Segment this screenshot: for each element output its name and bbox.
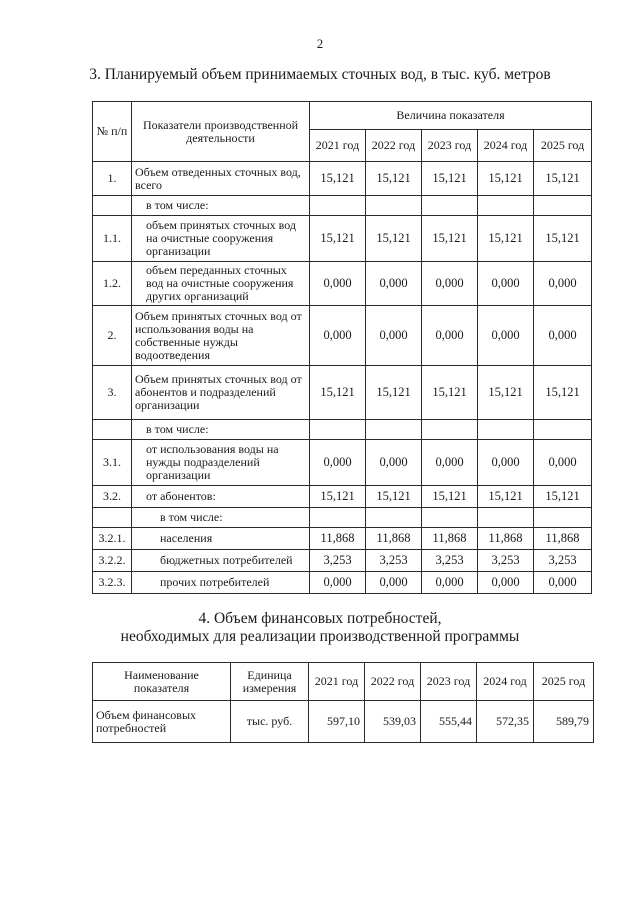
row-value: 3,253 <box>478 550 534 572</box>
row-label: Объем принятых сточных вод от абонентов и подразделений организации <box>132 366 310 420</box>
row-value: 15,121 <box>534 486 592 508</box>
page-number: 2 <box>316 36 324 51</box>
row-value: 15,121 <box>422 486 478 508</box>
row-value: 0,000 <box>366 262 422 306</box>
row-label: объем переданных сточных вод на очистные сооружения других организаций <box>132 262 310 306</box>
row-value: 15,121 <box>366 162 422 196</box>
row-value: 0,000 <box>310 262 366 306</box>
table-header-row <box>93 102 592 130</box>
row-num: 2. <box>93 306 132 366</box>
row-num: 3.2.1. <box>93 528 132 550</box>
row-num: 3.1. <box>93 440 132 486</box>
row-value: 15,121 <box>534 162 592 196</box>
row-num <box>93 420 132 440</box>
table-row <box>93 262 592 306</box>
row-value: 0,000 <box>534 262 592 306</box>
row-value: 15,121 <box>310 486 366 508</box>
row-value: 597,10 <box>309 701 365 743</box>
row-value: 15,121 <box>366 216 422 262</box>
row-label: в том числе: <box>132 196 310 216</box>
row-label: бюджетных потребителей <box>132 550 310 572</box>
row-value: 15,121 <box>478 216 534 262</box>
financial-needs-table <box>92 662 594 743</box>
header-unit: Единица измерения <box>231 663 309 701</box>
header-year: 2025 год <box>534 130 592 162</box>
row-value: 0,000 <box>422 572 478 594</box>
table-row <box>93 701 594 743</box>
row-num <box>93 196 132 216</box>
header-year: 2023 год <box>422 130 478 162</box>
table-row <box>93 572 592 594</box>
table-row <box>93 216 592 262</box>
row-value: 539,03 <box>365 701 421 743</box>
header-num: № п/п <box>93 102 132 162</box>
row-value: 3,253 <box>366 550 422 572</box>
row-value: 15,121 <box>422 162 478 196</box>
section-4-title-line2: необходимых для реализации производственной программы <box>120 628 520 645</box>
row-label: от абонентов: <box>132 486 310 508</box>
header-year: 2024 год <box>478 130 534 162</box>
row-value: 0,000 <box>422 262 478 306</box>
row-unit: тыс. руб. <box>231 701 309 743</box>
row-value: 0,000 <box>310 440 366 486</box>
row-value: 0,000 <box>478 572 534 594</box>
row-num: 3.2.2. <box>93 550 132 572</box>
row-value: 15,121 <box>534 366 592 420</box>
row-label: Объем принятых сточных вод от использования воды на собственные нужды водоотведения <box>132 306 310 366</box>
header-year: 2021 год <box>310 130 366 162</box>
row-label: в том числе: <box>132 508 310 528</box>
row-value: 11,868 <box>310 528 366 550</box>
row-value: 15,121 <box>422 216 478 262</box>
row-value: 0,000 <box>366 440 422 486</box>
row-value: 0,000 <box>366 572 422 594</box>
header-value-group: Величина показателя <box>310 102 592 130</box>
section-4-title-line1: 4. Объем финансовых потребностей, <box>198 610 442 627</box>
row-num: 3. <box>93 366 132 420</box>
section-4-title <box>0 610 640 646</box>
row-value: 15,121 <box>478 162 534 196</box>
header-indicator: Показатели производственной деятельности <box>132 102 310 162</box>
header-year: 2022 год <box>365 663 421 701</box>
header-year: 2023 год <box>421 663 477 701</box>
row-label: Объем отведенных сточных вод, всего <box>132 162 310 196</box>
header-year: 2024 год <box>477 663 534 701</box>
row-label: прочих потребителей <box>132 572 310 594</box>
row-label: в том числе: <box>132 420 310 440</box>
header-year: 2022 год <box>366 130 422 162</box>
row-value: 11,868 <box>534 528 592 550</box>
row-value: 0,000 <box>534 440 592 486</box>
table-row <box>93 550 592 572</box>
row-value: 589,79 <box>534 701 594 743</box>
row-num: 1.1. <box>93 216 132 262</box>
row-value: 3,253 <box>422 550 478 572</box>
row-value: 15,121 <box>366 366 422 420</box>
row-value: 15,121 <box>534 216 592 262</box>
row-value: 0,000 <box>366 306 422 366</box>
row-value: 15,121 <box>310 162 366 196</box>
table-header-row <box>93 663 594 701</box>
header-year: 2025 год <box>534 663 594 701</box>
section-3-title: 3. Планируемый объем принимаемых сточных вод, в тыс. куб. метров <box>89 66 551 83</box>
table-row <box>93 440 592 486</box>
row-value: 0,000 <box>534 572 592 594</box>
row-label: населения <box>132 528 310 550</box>
row-value: 3,253 <box>310 550 366 572</box>
row-value: 0,000 <box>422 440 478 486</box>
table-row <box>93 528 592 550</box>
table-row <box>93 306 592 366</box>
row-num: 3.2.3. <box>93 572 132 594</box>
row-value: 0,000 <box>422 306 478 366</box>
table-row <box>93 366 592 420</box>
table-row <box>93 420 592 440</box>
row-value: 11,868 <box>478 528 534 550</box>
row-value: 15,121 <box>478 366 534 420</box>
row-value: 15,121 <box>310 366 366 420</box>
row-value: 0,000 <box>478 440 534 486</box>
row-value: 0,000 <box>310 306 366 366</box>
table-row <box>93 196 592 216</box>
row-label: Объем финансовых потребностей <box>93 701 231 743</box>
row-value: 0,000 <box>478 306 534 366</box>
row-value: 3,253 <box>534 550 592 572</box>
row-value: 572,35 <box>477 701 534 743</box>
table-row <box>93 486 592 508</box>
header-name: Наименование показателя <box>93 663 231 701</box>
row-label: от использования воды на нужды подразделений организации <box>132 440 310 486</box>
row-num <box>93 508 132 528</box>
row-num: 3.2. <box>93 486 132 508</box>
row-num: 1. <box>93 162 132 196</box>
row-value: 15,121 <box>478 486 534 508</box>
row-value: 11,868 <box>422 528 478 550</box>
row-value: 15,121 <box>310 216 366 262</box>
row-value: 0,000 <box>534 306 592 366</box>
row-value: 15,121 <box>422 366 478 420</box>
row-value: 0,000 <box>310 572 366 594</box>
table-row <box>93 508 592 528</box>
table-row <box>93 162 592 196</box>
row-num: 1.2. <box>93 262 132 306</box>
row-value: 0,000 <box>478 262 534 306</box>
row-value: 15,121 <box>366 486 422 508</box>
row-value: 555,44 <box>421 701 477 743</box>
row-label: объем принятых сточных вод на очистные сооружения организации <box>132 216 310 262</box>
wastewater-volume-table <box>92 101 592 594</box>
header-year: 2021 год <box>309 663 365 701</box>
row-value: 11,868 <box>366 528 422 550</box>
